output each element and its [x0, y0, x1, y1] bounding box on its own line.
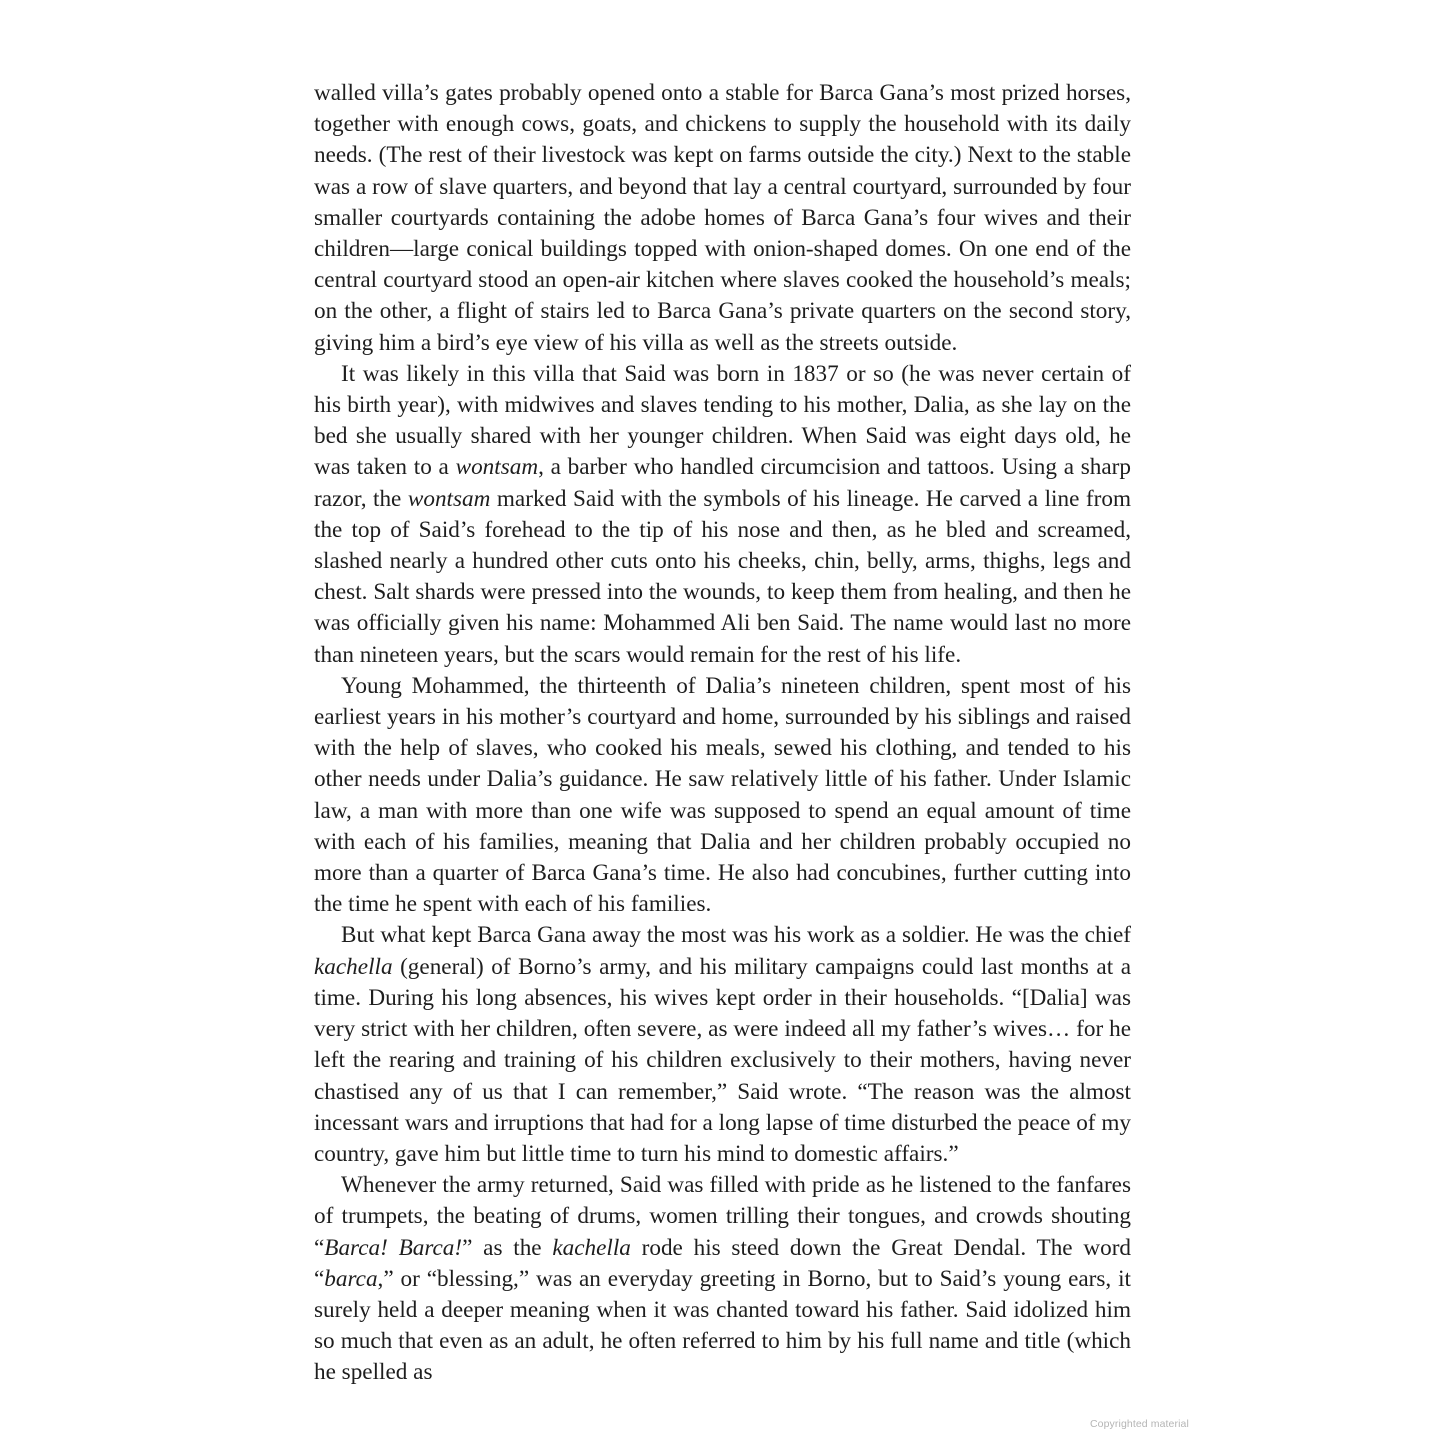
italic-text-run: Barca! Barca!	[324, 1234, 463, 1261]
text-run: , a barber who handled circumcision and tattoos. Using a sharp razor, the	[314, 454, 1131, 512]
italic-text-run: barca	[324, 1265, 378, 1292]
text-run: walled villa’s gates probably opened onto a stable for Barca Gana’s most prized horses, together with enough cows, goats, and chickens to supply the household with its daily needs. (The rest of their livestock was kept on farms outside the city.) Next to the stable was a row of slave quarters, and beyond that lay a central courtyard, surrounded by four smaller courtyards containing the adobe homes of Barca Gana’s four wives and their children—large conical buildings topped with onion-shaped domes. On one end of the central courtyard stood an open-air kitchen where slaves cooked the household’s meals; on the other, a flight of stairs led to Barca Gana’s private quarters on the second story, giving him a bird’s eye view of his villa as well as the streets outside.	[314, 80, 1131, 356]
text-run: (general) of Borno’s army, and his military campaigns could last months at a time. During his long absences, his wives kept order in their households. “[Dalia] was very strict with her children, often severe, as were indeed all my father’s wives… for he left the rearing and training of his children exclusively to their mothers, having never chastised any of us that I can remember,” Said wrote. “The reason was the almost incessant wars and irruptions that had for a long lapse of time disturbed the peace of my country, gave him but little time to turn his mind to domestic affairs.”	[314, 953, 1131, 1167]
text-run: It was likely in this villa that Said was born in 1837 or so (he was never certain of his birth year), with midwives and slaves tending to his mother, Dalia, as she lay on the bed she usually shared with her younger children. When Said was eight days old, he was taken to a	[314, 360, 1131, 481]
text-run: ” as the	[462, 1234, 553, 1261]
paragraph-2	[314, 359, 1131, 671]
italic-text-run: wontsam	[455, 454, 539, 481]
text-run: rode his steed down the Great Dendal. The word “	[314, 1234, 1132, 1292]
page-body	[314, 78, 1131, 1389]
italic-text-run: kachella	[552, 1234, 631, 1261]
paragraph-3	[314, 671, 1131, 921]
text-run: Whenever the army returned, Said was filled with pride as he listened to the fanfares of trumpets, the beating of drums, women trilling their tongues, and crowds shouting “	[314, 1172, 1131, 1261]
copyright-notice: Copyrighted material	[1090, 1418, 1189, 1430]
italic-text-run: kachella	[314, 953, 393, 980]
paragraph-5	[314, 1170, 1131, 1388]
text-run: Young Mohammed, the thirteenth of Dalia’s nineteen children, spent most of his earliest years in his mother’s courtyard and home, surrounded by his siblings and raised with the help of slaves, who cooked his meals, sewed his clothing, and tended to his other needs under Dalia’s guidance. He saw relatively little of his father. Under Islamic law, a man with more than one wife was supposed to spend an equal amount of time with each of his families, meaning that Dalia and her children probably occupied no more than a quarter of Barca Gana’s time. He also had concubines, further cutting into the time he spent with each of his families.	[314, 672, 1131, 918]
text-run: But what kept Barca Gana away the most was his work as a soldier. He was the chief	[341, 922, 1131, 949]
italic-text-run: wontsam	[407, 485, 491, 512]
paragraph-4	[314, 920, 1131, 1170]
text-run: marked Said with the symbols of his lineage. He carved a line from the top of Said’s forehead to the tip of his nose and then, as he bled and screamed, slashed nearly a hundred other cuts onto his cheeks, chin, belly, arms, thighs, legs and chest. Salt shards were pressed into the wounds, to keep them from healing, and then he was officially given his name: Mohammed Ali ben Said. The name would last no more than nineteen years, but the scars would remain for the rest of his life.	[314, 485, 1131, 668]
text-run: ,” or “blessing,” was an everyday greeting in Borno, but to Said’s young ears, it surely held a deeper meaning when it was chanted toward his father. Said idolized him so much that even as an adult, he often referred to him by his full name and title (which he spelled as	[314, 1265, 1131, 1386]
paragraph-1	[314, 78, 1131, 359]
